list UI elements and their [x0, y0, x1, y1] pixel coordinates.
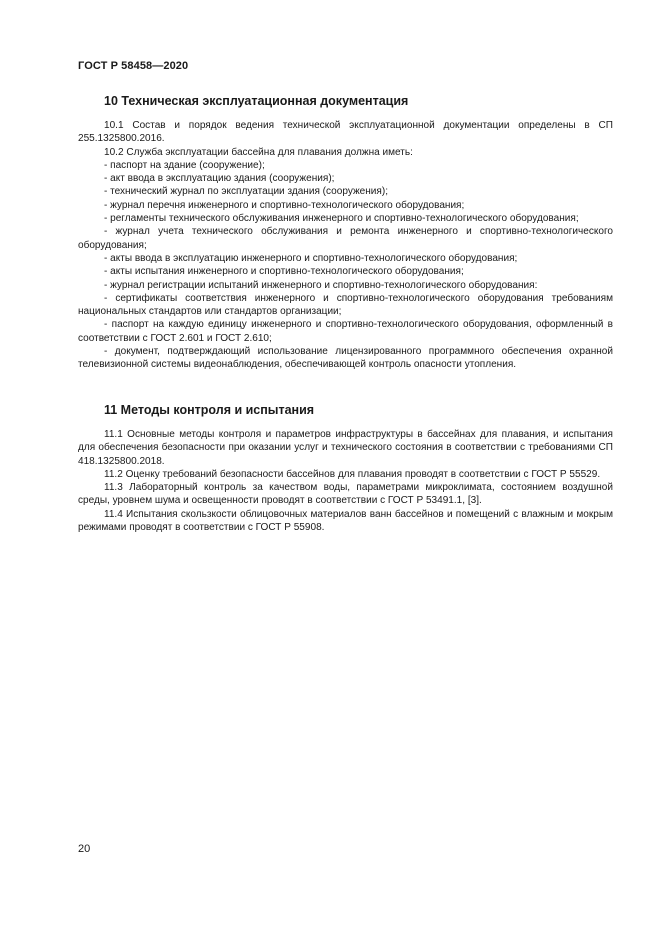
paragraph-11-2: 11.2 Оценку требований безопасности бассейнов для плавания проводят в соответствии с ГОСТ Р 55529.	[104, 468, 601, 480]
list-item: - технический журнал по эксплуатации здания (сооружения);	[104, 186, 389, 198]
section-11-title: 11 Методы контроля и испытания	[104, 403, 315, 417]
paragraph-10-1: 10.1 Состав и порядок ведения технической эксплуатационной документации определены в СП 255.1325800.2016.	[78, 120, 613, 145]
list-item: - регламенты технического обслуживания инженерного и спортивно-технологического оборудования;	[104, 213, 579, 225]
document-header: ГОСТ Р 58458—2020	[78, 60, 189, 72]
section-11	[78, 403, 613, 534]
list-item: - акты испытания инженерного и спортивно-технологического оборудования;	[104, 266, 464, 278]
paragraph-11-1: 11.1 Основные методы контроля и параметров инфраструктуры в бассейнах для плавания, и испытания для обеспечения безопасности при оказании услуг и технического состояния в соответствии с требованиями СП 418.1325800.2018.	[78, 429, 613, 467]
list-item: - журнал перечня инженерного и спортивно-технологического оборудования;	[104, 199, 465, 211]
section-11-body	[78, 428, 613, 534]
section-10	[78, 94, 613, 372]
paragraph-11-4: 11.4 Испытания скользкости облицовочных материалов ванн бассейнов и помещений с влажным и мокрым режимами проводят в соответствии с ГОСТ Р 55908.	[78, 508, 613, 534]
section-10-body	[78, 119, 613, 372]
list-item: - акты ввода в эксплуатацию инженерного и спортивно-технологического оборудования;	[104, 252, 518, 264]
list-item: - документ, подтверждающий использование лицензированного программного обеспечения охранной телевизионной системы видеонаблюдения, обеспечивающей контроль опасности утопления.	[78, 346, 613, 371]
page-number: 20	[78, 843, 91, 855]
section-10-title: 10 Техническая эксплуатационная документация	[104, 94, 409, 108]
list-item: - журнал регистрации испытаний инженерного и спортивно-технологического оборудования:	[104, 279, 538, 291]
list-item: - паспорт на здание (сооружение);	[104, 159, 265, 171]
paragraph-11-3: 11.3 Лабораторный контроль за качеством воды, параметрами микроклимата, состоянием воздушной среды, уровнем шума и освещенности проводят в соответствии с ГОСТ Р 53491.1, [3].	[78, 482, 613, 507]
list-item: - журнал учета технического обслуживания и ремонта инженерного и спортивно-технологического оборудования;	[78, 226, 613, 251]
list-item: - акт ввода в эксплуатацию здания (сооружения);	[104, 173, 335, 185]
paragraph-10-2: 10.2 Служба эксплуатации бассейна для плавания должна иметь:	[104, 146, 413, 158]
list-item: - сертификаты соответствия инженерного и спортивно-технологического оборудования требованиям национальных стандартов или стандартов организации;	[78, 292, 613, 318]
list-item: - паспорт на каждую единицу инженерного и спортивно-технологического оборудования, оформленный в соответствии с ГОСТ 2.601 и ГОСТ 2.610;	[78, 319, 613, 344]
